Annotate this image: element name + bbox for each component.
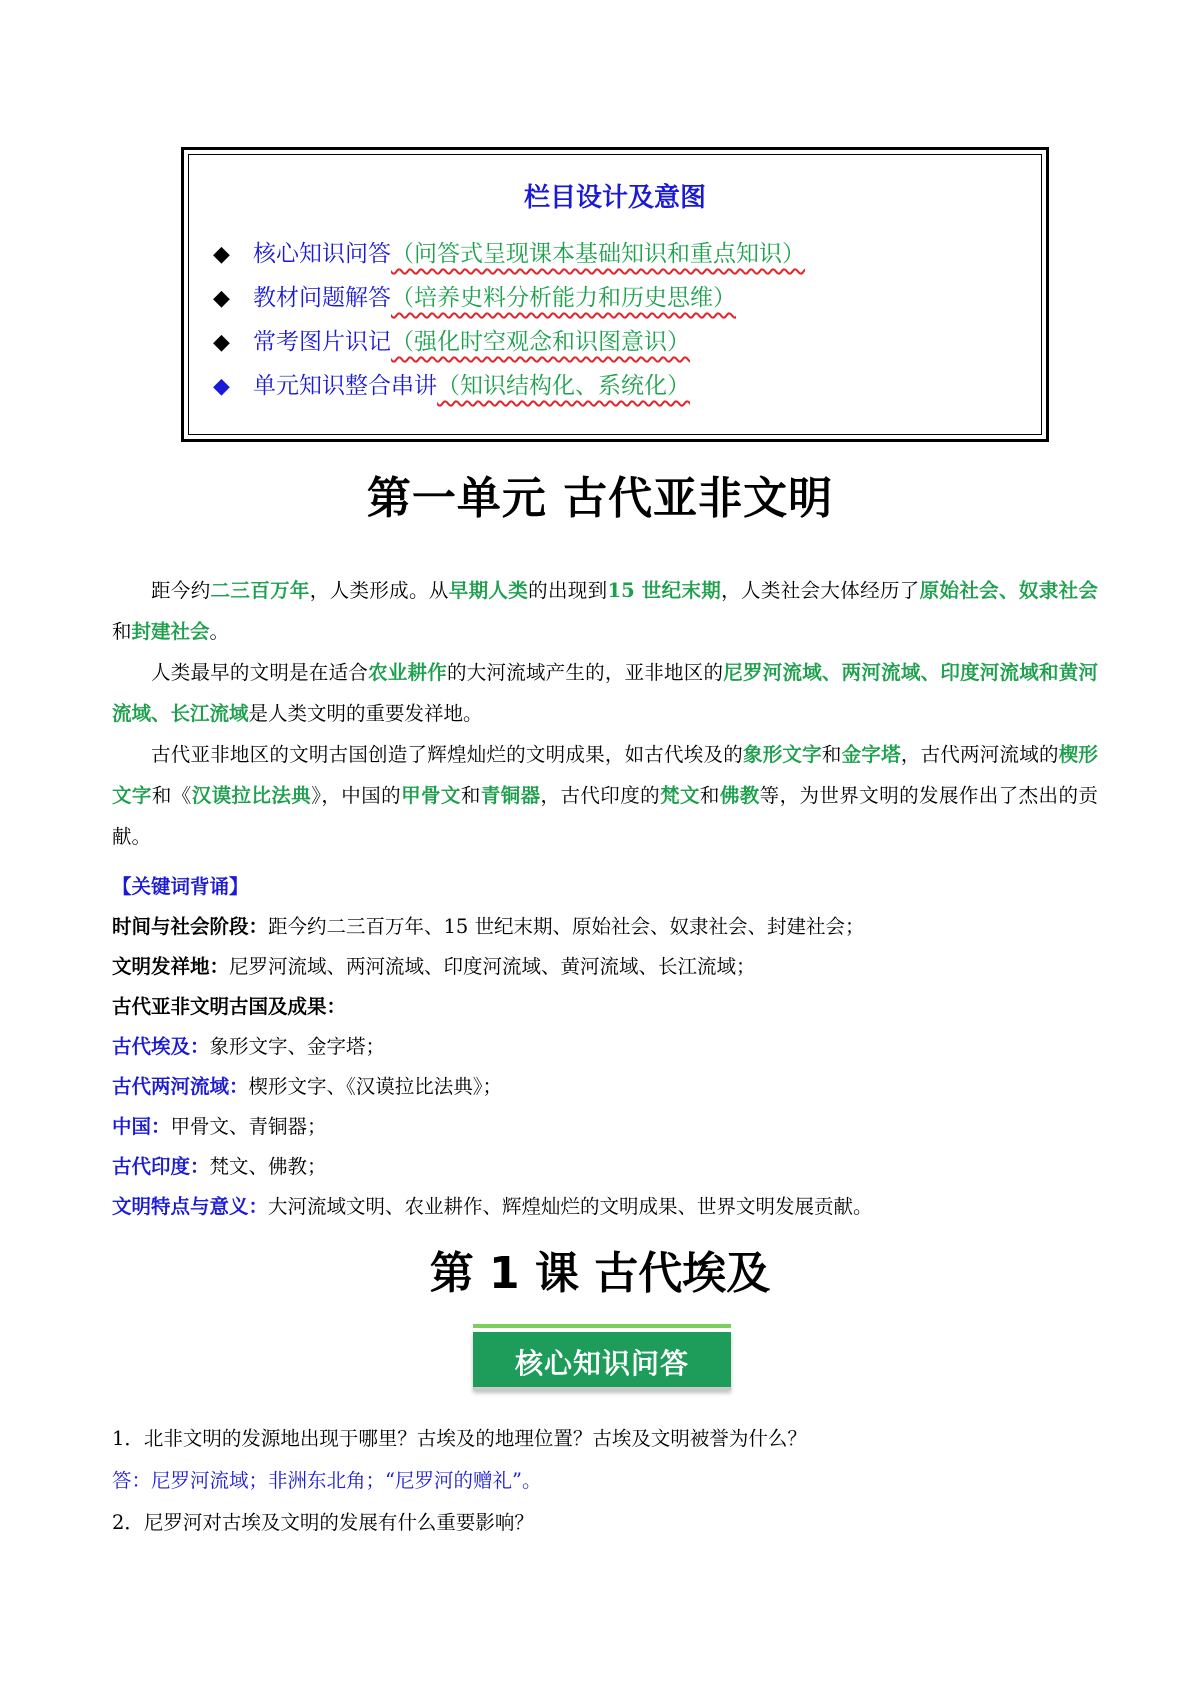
keyword-label: 古代两河流域： (112, 1075, 249, 1098)
keyword-text: 距今约二三百万年、15 世纪末期、原始社会、奴隶社会、封建社会； (268, 915, 865, 938)
keyword-label: 古代埃及： (112, 1035, 210, 1058)
intro-box (181, 147, 1049, 442)
highlight-term: 梵文 (660, 784, 700, 807)
paragraph-text: 和 (821, 743, 842, 766)
keyword-text: 甲骨文、青铜器； (170, 1115, 327, 1138)
intro-item-note: （问答式呈现课本基础知识和重点知识） (391, 241, 805, 267)
keyword-label: 古代亚非文明古国及成果： (112, 995, 347, 1018)
keyword-label: 时间与社会阶段： (112, 915, 269, 938)
intro-item-qa (213, 235, 805, 268)
highlight-term: 封建社会 (131, 620, 210, 643)
intro-item-unit (213, 367, 690, 400)
keyword-label: 中国： (112, 1115, 171, 1138)
highlight-term: 汉谟拉比法典 (191, 784, 312, 807)
paragraph-text: 。 (209, 620, 230, 643)
paragraph-text: ，人类形成。从 (309, 579, 449, 602)
highlight-term: 象形文字 (742, 743, 822, 766)
paragraph-text: 》，中国的 (311, 784, 402, 807)
keyword-line (112, 1111, 327, 1139)
highlight-term: 15 世纪末期 (607, 579, 722, 602)
intro-box-title: 栏目设计及意图 (523, 183, 706, 213)
highlight-term: 佛教 (719, 784, 760, 807)
paragraph-text: 等，为世界文明的发展作出了杰出的贡献。 (112, 784, 1098, 848)
keyword-text: 象形文字、金字塔； (209, 1035, 386, 1058)
highlight-term: 二三百万年 (210, 579, 310, 602)
keyword-line (112, 1071, 502, 1099)
unit-title: 第一单元 古代亚非文明 (366, 473, 834, 524)
answer-1: 答：尼罗河流域；非洲东北角；“尼罗河的赠礼”。 (112, 1469, 542, 1492)
highlight-term: 农业耕作 (368, 661, 447, 684)
intro-item-pictures (213, 323, 690, 356)
paragraph-text: ，古代两河流域的 (900, 743, 1059, 766)
keyword-line (112, 991, 346, 1019)
intro-box-inner-border (188, 154, 1042, 435)
keyword-line (112, 951, 756, 979)
keyword-label: 文明特点与意义： (112, 1195, 269, 1218)
keyword-label: 文明发祥地： (112, 955, 230, 978)
keyword-label: 古代印度： (112, 1155, 210, 1178)
diamond-bullet-icon: ◆ (213, 330, 230, 355)
keyword-text: 梵文、佛教； (209, 1155, 327, 1178)
intro-item-note: （强化时空观念和识图意识） (391, 329, 690, 355)
intro-item-main: 核心知识问答 (253, 241, 391, 267)
banner-text: 核心知识问答 (514, 1347, 689, 1380)
paragraph-text: 和 (460, 784, 481, 807)
intro-item-main: 教材问题解答 (253, 285, 391, 311)
keyword-text: 大河流域文明、农业耕作、辉煌灿烂的文明成果、世界文明发展贡献。 (268, 1195, 873, 1218)
highlight-term: 早期人类 (448, 579, 529, 602)
paragraph-text: 距今约 (151, 579, 211, 602)
diamond-bullet-icon: ◆ (213, 374, 230, 399)
paragraph-text: ，人类社会大体经历了 (721, 579, 920, 602)
intro-item-textbook (213, 279, 736, 312)
intro-item-main: 单元知识整合串讲 (253, 373, 437, 399)
banner-top-stripe (473, 1324, 731, 1328)
paragraph-achievements (112, 734, 1098, 857)
highlight-term: 青铜器 (480, 784, 541, 807)
intro-item-main: 常考图片识记 (253, 329, 391, 355)
paragraph-text: 古代亚非地区的文明古国创造了辉煌灿烂的文明成果，如古代埃及的 (151, 743, 743, 766)
question-2: 2．尼罗河对古埃及文明的发展有什么重要影响？ (112, 1511, 534, 1534)
keyword-line (112, 911, 865, 939)
highlight-term: 甲骨文 (401, 784, 461, 807)
keyword-line (112, 1191, 873, 1219)
highlight-term: 尼罗河流域、两河流域、印度河流域和黄河流域、长江流域 (112, 661, 1098, 725)
paragraph-human-history (112, 570, 1098, 652)
highlight-term: 金字塔 (841, 743, 901, 766)
lesson-title: 第 1 课 古代埃及 (429, 1248, 771, 1299)
keyword-text: 尼罗河流域、两河流域、印度河流域、黄河流域、长江流域； (229, 955, 756, 978)
section-banner (473, 1324, 731, 1396)
keyword-text: 楔形文字、《汉谟拉比法典》； (248, 1075, 503, 1098)
keyword-line (112, 1031, 385, 1059)
paragraph-text: 的大河流域产生的，亚非地区的 (447, 661, 724, 684)
paragraph-text: 和 (112, 620, 132, 643)
paragraph-text: 是人类文明的重要发祥地。 (248, 702, 483, 725)
keyword-line (112, 1151, 327, 1179)
paragraph-text: ，古代印度的 (540, 784, 661, 807)
keywords-heading (112, 871, 249, 899)
highlight-term: 原始社会、奴隶社会 (919, 579, 1098, 602)
paragraph-text: 和《 (151, 784, 192, 807)
diamond-bullet-icon: ◆ (213, 286, 230, 311)
intro-item-note: （培养史料分析能力和历史思维） (391, 285, 736, 311)
diamond-bullet-icon: ◆ (213, 242, 230, 267)
paragraph-text: 和 (699, 784, 720, 807)
intro-item-note: （知识结构化、系统化） (437, 373, 690, 399)
paragraph-river-civilizations (112, 652, 1098, 734)
banner-body (473, 1332, 731, 1390)
keywords-heading-text: 【关键词背诵】 (112, 875, 249, 898)
paragraph-text: 人类最早的文明是在适合 (151, 661, 369, 684)
paragraph-text: 的出现到 (528, 579, 608, 602)
highlight-term: 楔形文字 (112, 743, 1098, 807)
question-1: 1．北非文明的发源地出现于哪里？古埃及的地理位置？古埃及文明被誉为什么？ (112, 1427, 807, 1450)
